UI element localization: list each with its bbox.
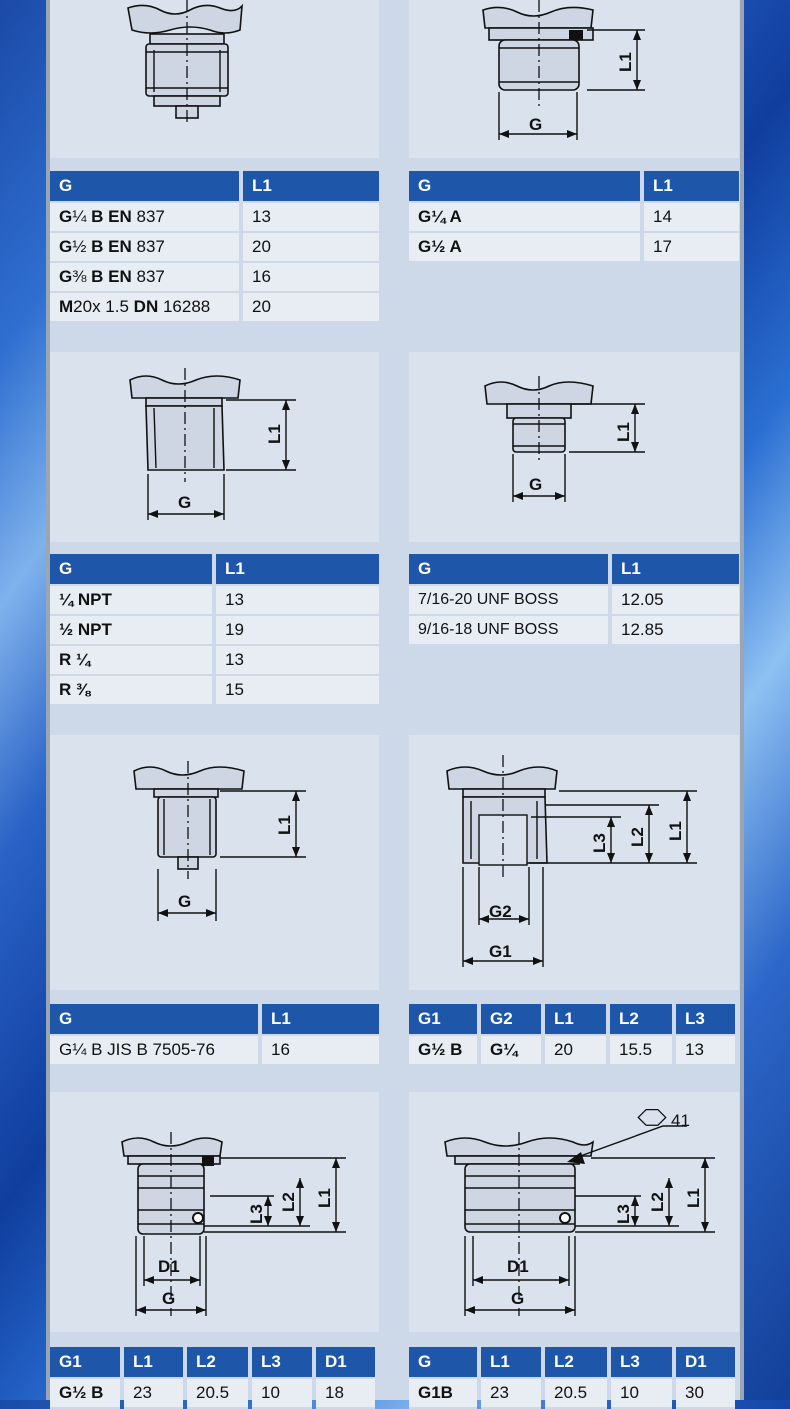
col-header-d1: D1 — [676, 1347, 735, 1377]
cell-g: G1B — [409, 1379, 477, 1409]
col-header-l1: L1 — [481, 1347, 541, 1377]
table-2 — [409, 171, 739, 263]
dim-l1: L1 — [666, 821, 685, 841]
col-header-g: G — [409, 554, 608, 584]
cell-l2: 20.5 — [545, 1379, 607, 1409]
dim-l1: L1 — [275, 815, 294, 835]
cell-l1: 13 — [216, 646, 379, 676]
cell-d1: 18 — [316, 1379, 375, 1409]
col-header-d1: D1 — [316, 1347, 375, 1377]
table-row — [50, 203, 379, 233]
dim-l2: L2 — [279, 1192, 298, 1212]
table-row — [409, 586, 739, 616]
drawing-plug-3 — [50, 352, 379, 542]
cell-g: R ⅜ — [50, 676, 212, 706]
cell-l1: 13 — [243, 203, 379, 233]
table-row — [50, 646, 379, 676]
dim-l3: L3 — [614, 1204, 633, 1224]
dim-g: G — [178, 892, 192, 911]
dim-g: G — [162, 1289, 176, 1308]
drawing-plug-4 — [409, 352, 739, 542]
dim-l2: L2 — [648, 1192, 667, 1212]
dim-g2: G2 — [489, 902, 512, 921]
cell-g1: G½ B — [50, 1379, 120, 1409]
dim-d1: D1 — [158, 1257, 180, 1276]
cell-l1: 20 — [545, 1036, 606, 1066]
col-header-l1: L1 — [243, 171, 379, 201]
cell-g: G ¼ B EN 837 — [50, 203, 239, 233]
col-header-l2: L2 — [610, 1004, 672, 1034]
col-header-g1: G1 — [50, 1347, 120, 1377]
cell-g: G¼ A — [409, 203, 640, 233]
cell-g2: G¼ — [481, 1036, 541, 1066]
table-4 — [409, 554, 739, 646]
col-header-l3: L3 — [611, 1347, 672, 1377]
table-row — [409, 233, 739, 263]
col-header-g: G — [409, 1347, 477, 1377]
table-row — [50, 293, 379, 323]
drawing-plug-8 — [409, 1092, 739, 1332]
dim-l3: L3 — [247, 1204, 266, 1224]
cell-l1: 16 — [262, 1036, 379, 1066]
cell-g1: G½ B — [409, 1036, 477, 1066]
table-row — [50, 586, 379, 616]
table-row — [409, 1036, 735, 1066]
table-row — [409, 1379, 735, 1409]
col-header-l2: L2 — [545, 1347, 607, 1377]
table-row — [50, 1379, 375, 1409]
dim-l1: L1 — [614, 422, 633, 442]
cell-g: G¼ B JIS B 7505-76 — [50, 1036, 258, 1066]
table-row — [50, 1036, 379, 1066]
col-header-l1: L1 — [545, 1004, 606, 1034]
cell-l1: 16 — [243, 263, 379, 293]
cell-l3: 10 — [252, 1379, 312, 1409]
cell-g: G ½ B EN 837 — [50, 233, 239, 263]
table-5 — [50, 1004, 379, 1066]
col-header-g: G — [50, 554, 212, 584]
dim-l2: L2 — [628, 827, 647, 847]
cell-l1: 20 — [243, 293, 379, 323]
cell-l1: 23 — [124, 1379, 183, 1409]
dim-g: G — [529, 115, 543, 134]
col-header-l1: L1 — [644, 171, 739, 201]
cell-l1: 14 — [644, 203, 739, 233]
cell-g: M 20x 1.5 DN 16288 — [50, 293, 239, 323]
cell-l1: 19 — [216, 616, 379, 646]
col-header-l2: L2 — [187, 1347, 248, 1377]
col-header-g1: G1 — [409, 1004, 477, 1034]
cell-g: ½ NPT — [50, 616, 212, 646]
dim-l1: L1 — [315, 1188, 334, 1208]
cell-l1: 12.05 — [612, 586, 739, 616]
drawing-plug-2 — [409, 0, 739, 158]
cell-l1: 17 — [644, 233, 739, 263]
cell-l3: 10 — [611, 1379, 672, 1409]
drawing-plug-7 — [50, 1092, 379, 1332]
col-header-l3: L3 — [676, 1004, 735, 1034]
table-row — [50, 676, 379, 706]
cell-l1: 20 — [243, 233, 379, 263]
table-row — [409, 616, 739, 646]
drawing-plug-6 — [409, 735, 739, 990]
dim-g: G — [511, 1289, 525, 1308]
cell-l1: 15 — [216, 676, 379, 706]
hex-size: 41 — [671, 1111, 690, 1130]
cell-g: ¼ NPT — [50, 586, 212, 616]
dim-l1: L1 — [616, 52, 635, 72]
col-header-l1: L1 — [612, 554, 739, 584]
table-1 — [50, 171, 379, 323]
col-header-g: G — [50, 1004, 258, 1034]
dim-d1: D1 — [507, 1257, 529, 1276]
table-6 — [409, 1004, 735, 1066]
dim-g: G — [178, 493, 192, 512]
col-header-l3: L3 — [252, 1347, 312, 1377]
cell-d1: 30 — [676, 1379, 735, 1409]
cell-l2: 15.5 — [610, 1036, 672, 1066]
col-header-l1: L1 — [262, 1004, 379, 1034]
drawing-plug-1 — [50, 0, 379, 158]
table-row — [50, 616, 379, 646]
cell-l3: 13 — [676, 1036, 735, 1066]
drawing-plug-5 — [50, 735, 379, 990]
dim-l1: L1 — [265, 424, 284, 444]
dim-g: G — [529, 475, 543, 494]
table-3 — [50, 554, 379, 706]
table-row — [50, 233, 379, 263]
col-header-g: G — [409, 171, 640, 201]
cell-l1: 12.85 — [612, 616, 739, 646]
dim-l3: L3 — [590, 833, 609, 853]
cell-l1: 13 — [216, 586, 379, 616]
cell-g: R ¼ — [50, 646, 212, 676]
cell-g: 9/16-18 UNF BOSS — [409, 616, 608, 646]
col-header-l1: L1 — [216, 554, 379, 584]
dim-g1: G1 — [489, 942, 512, 961]
cell-g: G½ A — [409, 233, 640, 263]
col-header-g2: G2 — [481, 1004, 541, 1034]
col-header-l1: L1 — [124, 1347, 183, 1377]
dim-l1: L1 — [684, 1188, 703, 1208]
col-header-g: G — [50, 171, 239, 201]
cell-l2: 20.5 — [187, 1379, 248, 1409]
cell-l1: 23 — [481, 1379, 541, 1409]
cell-g: 7/16-20 UNF BOSS — [409, 586, 608, 616]
cell-g: G ⅜ B EN 837 — [50, 263, 239, 293]
table-row — [50, 263, 379, 293]
table-row — [409, 203, 739, 233]
